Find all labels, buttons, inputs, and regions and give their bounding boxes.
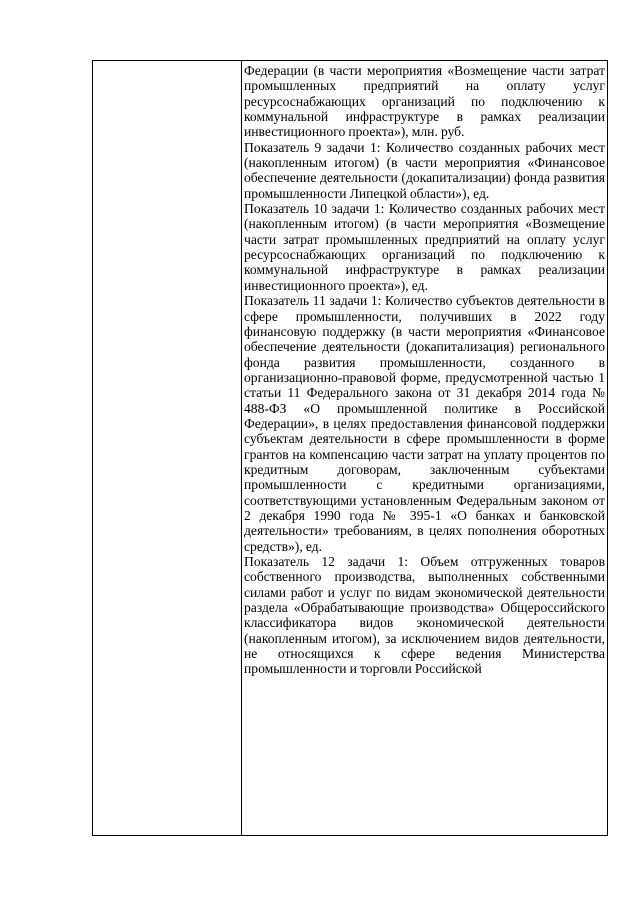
- paragraph-indicator-10: Показатель 10 задачи 1: Количество созданных рабочих мест (накопленным итогом) (в части мероприятия «Возмещение части затрат промышленных предприятий на оплату услуг ресурсоснабжающих организаций по подключению к коммунальной инфраструктуре в рамках реализации инвестиционного проекта»), ед.: [244, 201, 605, 293]
- paragraph-indicator-11: Показатель 11 задачи 1: Количество субъектов деятельности в сфере промышленности, получивших в 2022 году финансовую поддержку (в части мероприятия «Финансовое обеспечение деятельности (докапитализация) регионального фонда развития промышленности, созданного в организационно-правовой форме, предусмотренной частью 1 статьи 11 Федерального закона от 31 декабря 2014 года № 488-ФЗ «О промышленной политике в Российской Федерации», в целях предоставления финансовой поддержки субъектам деятельности в сфере промышленности в форме грантов на компенсацию части затрат на уплату процентов по кредитным договорам, заключенным субъектами промышленности с кредитными организациями, соответствующими установленным Федеральным законом от 2 декабря 1990 года № 395-1 «О банках и банковской деятельности» требованиям, в целях пополнения оборотных средств»), ед.: [244, 293, 605, 554]
- document-table: [92, 60, 608, 836]
- table-right-cell: [242, 61, 607, 835]
- paragraph-continuation: Федерации (в части мероприятия «Возмещение части затрат промышленных предприятий на оплату услуг ресурсоснабжающих организаций по подключению к коммунальной инфраструктуре в рамках реализации инвестиционного проекта»), млн. руб.: [244, 63, 605, 140]
- table-left-cell: [93, 61, 242, 835]
- paragraph-indicator-12: Показатель 12 задачи 1: Объем отгруженных товаров собственного производства, выполненных собственными силами работ и услуг по видам экономической деятельности раздела «Обрабатывающие производства» Общероссийского классификатора видов экономической деятельности (накопленным итогом), за исключением видов деятельности, не относящихся к сфере ведения Министерства промышленности и торговли Российской: [244, 554, 605, 677]
- paragraph-indicator-9: Показатель 9 задачи 1: Количество созданных рабочих мест (накопленным итогом) (в части мероприятия «Финансовое обеспечение деятельности (докапитализации) фонда развития промышленности Липецкой области»), ед.: [244, 139, 605, 201]
